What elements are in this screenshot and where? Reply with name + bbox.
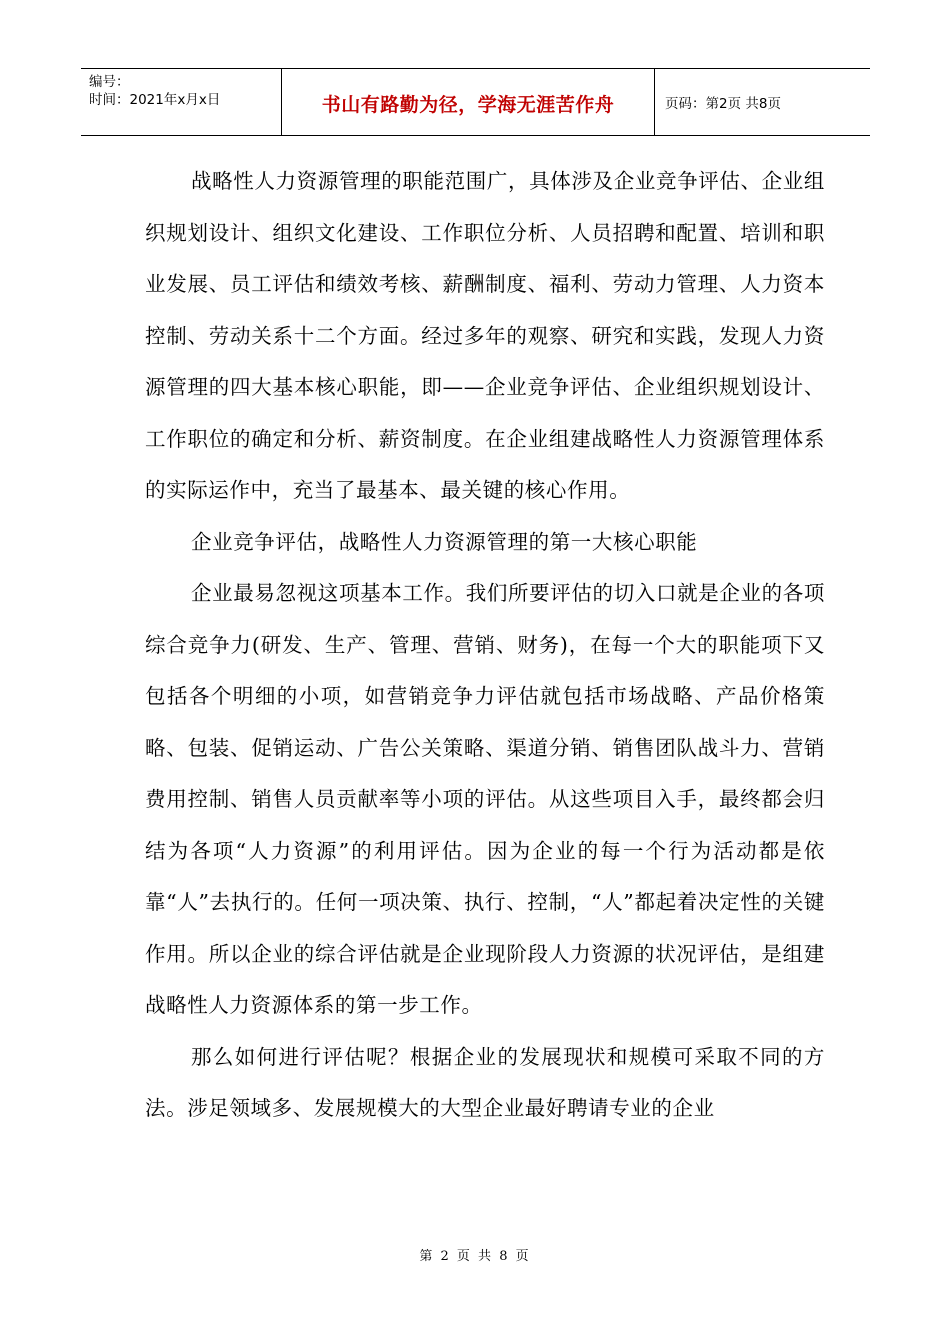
header-page-info: 页码：第2页 共8页 [665, 96, 781, 112]
page-footer: 第 2 页 共 8 页 [419, 1249, 531, 1264]
paragraph: 企业最易忽视这项基本工作。我们所要评估的切入口就是企业的各项综合竞争力(研发、生产、管理、营销、财务)，在每一个大的职能项下又包括各个明细的小项，如营销竞争力评估就包括市场战略、产品价格策略、包装、促销运动、广告公关策略、渠道分销、销售团队战斗力、营销费用控制、销售人员贡献率等小项的评估。从这些项目入手，最终都会归结为各项“人力资源”的利用评估。因为企业的每一个行为活动都是依靠“人”去执行的。任何一项决策、执行、控制，“人”都起着决定性的关键作用。所以企业的综合评估就是企业现阶段人力资源的状况评估，是组建战略性人力资源体系的第一步工作。 [145, 581, 825, 1017]
page-header [81, 68, 870, 136]
document-body [145, 156, 825, 1135]
section-heading: 企业竞争评估，战略性人力资源管理的第一大核心职能 [191, 529, 698, 554]
document-number-label: 编号： [89, 74, 130, 90]
header-motto: 书山有路勤为径，学海无涯苦作舟 [281, 69, 655, 135]
paragraph: 那么如何进行评估呢？根据企业的发展现状和规模可采取不同的方法。涉足领域多、发展规模大的大型企业最好聘请专业的企业 [145, 1044, 825, 1120]
document-time-label: 时间：2021年x月x日 [89, 92, 221, 108]
header-meta [81, 69, 281, 135]
paragraph: 战略性人力资源管理的职能范围广，具体涉及企业竞争评估、企业组织规划设计、组织文化建设、工作职位分析、人员招聘和配置、培训和职业发展、员工评估和绩效考核、薪酬制度、福利、劳动力管理、人力资本控制、劳动关系十二个方面。经过多年的观察、研究和实践，发现人力资源管理的四大基本核心职能，即——企业竞争评估、企业组织规划设计、工作职位的确定和分析、薪资制度。在企业组建战略性人力资源管理体系的实际运作中，充当了最基本、最关键的核心作用。 [145, 169, 825, 502]
